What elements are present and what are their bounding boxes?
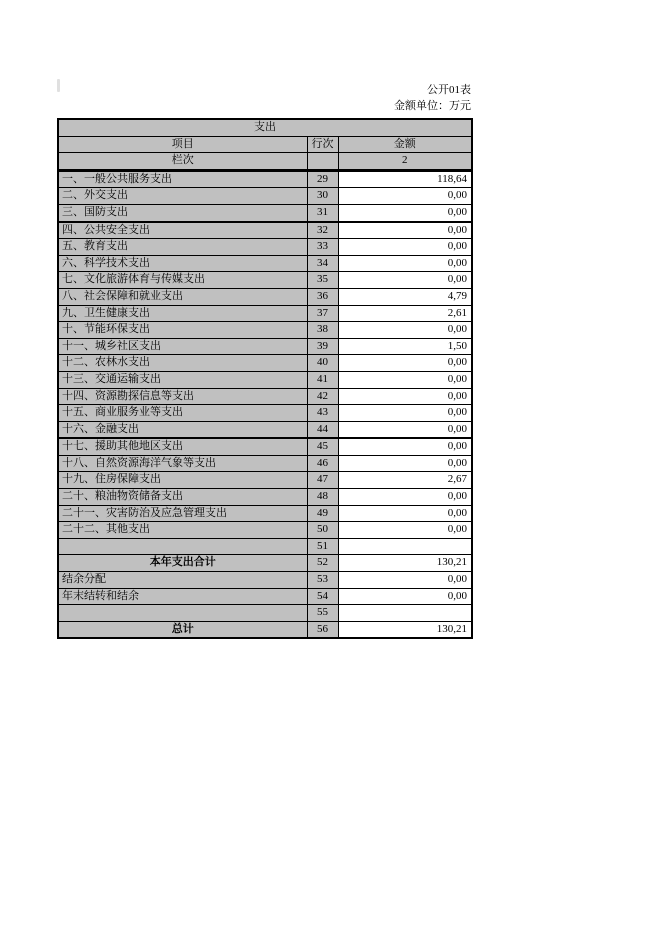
item-cell: 二十、粮油物资储备支出 (58, 489, 307, 506)
table-row (58, 355, 472, 372)
amount-cell: 1,50 (338, 338, 472, 355)
col-header-line-no: 行次 (307, 136, 338, 153)
item-cell: 十四、资源勘探信息等支出 (58, 388, 307, 405)
amount-cell: 0,00 (338, 272, 472, 289)
amount-cell (338, 538, 472, 555)
expenditure-table (57, 118, 473, 639)
amount-cell: 0,00 (338, 222, 472, 239)
amount-cell: 0,00 (338, 421, 472, 438)
table-row (58, 555, 472, 572)
line-no-cell: 50 (307, 522, 338, 539)
amount-cell: 2,67 (338, 472, 472, 489)
column-header-row (58, 136, 472, 153)
line-no-cell: 31 (307, 204, 338, 221)
stray-mark (57, 79, 60, 92)
item-cell: 十二、农林水支出 (58, 355, 307, 372)
item-cell (58, 538, 307, 555)
table-row (58, 505, 472, 522)
line-no-cell: 36 (307, 288, 338, 305)
amount-cell: 0,00 (338, 438, 472, 455)
table-row (58, 472, 472, 489)
table-row (58, 305, 472, 322)
item-cell: 十五、商业服务业等支出 (58, 405, 307, 422)
line-no-cell: 55 (307, 605, 338, 622)
line-no-cell: 38 (307, 322, 338, 339)
table-row (58, 522, 472, 539)
table-row (58, 538, 472, 555)
amount-cell: 0,00 (338, 489, 472, 506)
item-cell: 九、卫生健康支出 (58, 305, 307, 322)
table-row (58, 605, 472, 622)
amount-cell (338, 605, 472, 622)
table-title: 支出 (58, 119, 472, 136)
line-no-cell: 29 (307, 170, 338, 188)
amount-cell: 130,21 (338, 621, 472, 638)
index-cell-line-no (307, 153, 338, 171)
amount-cell: 0,00 (338, 388, 472, 405)
item-cell (58, 605, 307, 622)
line-no-cell: 48 (307, 489, 338, 506)
item-cell: 二十二、其他支出 (58, 522, 307, 539)
table-row (58, 388, 472, 405)
item-cell: 八、社会保障和就业支出 (58, 288, 307, 305)
item-cell: 七、文化旅游体育与传媒支出 (58, 272, 307, 289)
table-row (58, 322, 472, 339)
line-no-cell: 42 (307, 388, 338, 405)
col-header-amount: 金额 (338, 136, 472, 153)
item-cell: 十三、交通运输支出 (58, 371, 307, 388)
amount-unit-label: 金额单位：万元 (394, 100, 471, 112)
amount-cell: 0,00 (338, 588, 472, 605)
line-no-cell: 49 (307, 505, 338, 522)
index-cell-item: 栏次 (58, 153, 307, 171)
table-row (58, 405, 472, 422)
table-row (58, 338, 472, 355)
line-no-cell: 37 (307, 305, 338, 322)
item-cell: 五、教育支出 (58, 239, 307, 256)
amount-cell: 0,00 (338, 239, 472, 256)
line-no-cell: 54 (307, 588, 338, 605)
line-no-cell: 46 (307, 455, 338, 472)
line-no-cell: 43 (307, 405, 338, 422)
table-row (58, 588, 472, 605)
item-cell: 十九、住房保障支出 (58, 472, 307, 489)
line-no-cell: 39 (307, 338, 338, 355)
line-no-cell: 33 (307, 239, 338, 256)
index-cell-amount: 2 (338, 153, 472, 171)
line-no-cell: 35 (307, 272, 338, 289)
item-cell: 三、国防支出 (58, 204, 307, 221)
amount-cell: 0,00 (338, 505, 472, 522)
column-index-row (58, 153, 472, 171)
table-row (58, 371, 472, 388)
table-row (58, 255, 472, 272)
amount-cell: 130,21 (338, 555, 472, 572)
table-row (58, 572, 472, 589)
item-cell: 十、节能环保支出 (58, 322, 307, 339)
table-row (58, 239, 472, 256)
line-no-cell: 41 (307, 371, 338, 388)
amount-cell: 4,79 (338, 288, 472, 305)
amount-cell: 0,00 (338, 371, 472, 388)
table-row (58, 188, 472, 205)
col-header-item: 项目 (58, 136, 307, 153)
table-row (58, 455, 472, 472)
item-cell: 十一、城乡社区支出 (58, 338, 307, 355)
table-row (58, 489, 472, 506)
amount-cell: 0,00 (338, 188, 472, 205)
table-title-row (58, 119, 472, 136)
amount-cell: 0,00 (338, 405, 472, 422)
amount-cell: 118,64 (338, 170, 472, 188)
line-no-cell: 52 (307, 555, 338, 572)
item-cell: 六、科学技术支出 (58, 255, 307, 272)
line-no-cell: 30 (307, 188, 338, 205)
item-cell: 年末结转和结余 (58, 588, 307, 605)
table-row (58, 170, 472, 188)
amount-cell: 2,61 (338, 305, 472, 322)
line-no-cell: 32 (307, 222, 338, 239)
line-no-cell: 44 (307, 421, 338, 438)
table-row (58, 272, 472, 289)
item-cell: 十六、金融支出 (58, 421, 307, 438)
line-no-cell: 40 (307, 355, 338, 372)
table-row (58, 222, 472, 239)
table-row (58, 421, 472, 438)
line-no-cell: 45 (307, 438, 338, 455)
amount-cell: 0,00 (338, 455, 472, 472)
sheet-number-label: 公开01表 (427, 84, 471, 96)
table-row (58, 621, 472, 638)
line-no-cell: 47 (307, 472, 338, 489)
item-cell: 二十一、灾害防治及应急管理支出 (58, 505, 307, 522)
line-no-cell: 53 (307, 572, 338, 589)
amount-cell: 0,00 (338, 204, 472, 221)
item-cell: 本年支出合计 (58, 555, 307, 572)
table-row (58, 288, 472, 305)
item-cell: 四、公共安全支出 (58, 222, 307, 239)
line-no-cell: 51 (307, 538, 338, 555)
table-row (58, 204, 472, 221)
line-no-cell: 56 (307, 621, 338, 638)
item-cell: 总计 (58, 621, 307, 638)
table-body (58, 170, 472, 638)
amount-cell: 0,00 (338, 255, 472, 272)
item-cell: 十八、自然资源海洋气象等支出 (58, 455, 307, 472)
amount-cell: 0,00 (338, 572, 472, 589)
amount-cell: 0,00 (338, 322, 472, 339)
item-cell: 二、外交支出 (58, 188, 307, 205)
item-cell: 十七、援助其他地区支出 (58, 438, 307, 455)
item-cell: 一、一般公共服务支出 (58, 170, 307, 188)
item-cell: 结余分配 (58, 572, 307, 589)
amount-cell: 0,00 (338, 522, 472, 539)
line-no-cell: 34 (307, 255, 338, 272)
amount-cell: 0,00 (338, 355, 472, 372)
table-row (58, 438, 472, 455)
